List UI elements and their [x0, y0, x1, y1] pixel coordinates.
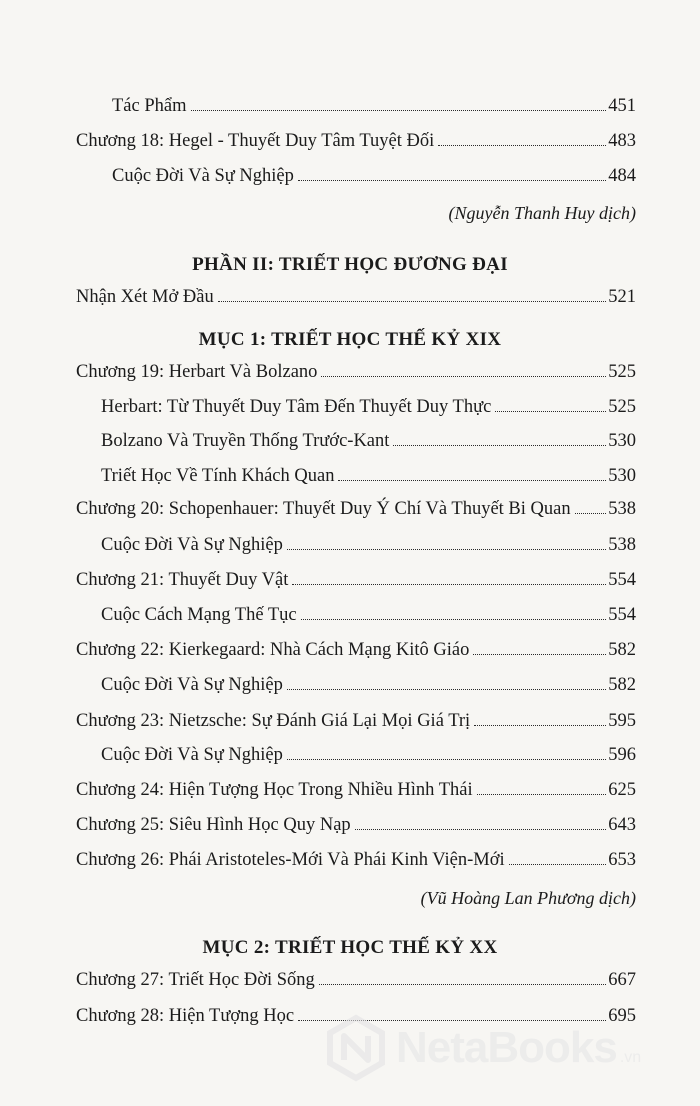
- translator-credit: (Nguyễn Thanh Huy dịch): [448, 203, 636, 223]
- toc-chapter: Chương 27: Triết Học Đời Sống 667: [76, 970, 636, 990]
- watermark-brand: NetaBooks: [396, 1023, 617, 1072]
- toc-entry: Cuộc Đời Và Sự Nghiệp 582: [101, 675, 636, 695]
- toc-chapter: Chương 24: Hiện Tượng Học Trong Nhiều Hình Thái 625: [76, 780, 636, 800]
- toc-chapter: Chương 20: Schopenhauer: Thuyết Duy Ý Chí Và Thuyết Bi Quan 538: [76, 499, 636, 519]
- netabooks-logo-icon: [322, 1014, 390, 1082]
- toc-chapter: Chương 22: Kierkegaard: Nhà Cách Mạng Kitô Giáo 582: [76, 640, 636, 660]
- toc-entry: Cuộc Cách Mạng Thế Tục 554: [101, 605, 636, 625]
- toc-chapter: Chương 18: Hegel - Thuyết Duy Tâm Tuyệt Đối 483: [76, 131, 636, 151]
- toc-entry: Nhận Xét Mở Đầu 521: [76, 287, 636, 307]
- watermark-suffix: .vn: [619, 1049, 642, 1066]
- section-heading: MỤC 1: TRIẾT HỌC THẾ KỶ XIX: [198, 329, 502, 350]
- toc-entry: Bolzano Và Truyền Thống Trước-Kant 530: [101, 431, 636, 451]
- toc-entry: Herbart: Từ Thuyết Duy Tâm Đến Thuyết Duy Thực 525: [101, 397, 636, 417]
- toc-entry: Triết Học Về Tính Khách Quan 530: [101, 466, 636, 486]
- part-heading: PHẦN II: TRIẾT HỌC ĐƯƠNG ĐẠI: [192, 254, 508, 275]
- toc-chapter: Chương 21: Thuyết Duy Vật 554: [76, 570, 636, 590]
- netabooks-watermark: [322, 1010, 692, 1086]
- section-heading: MỤC 2: TRIẾT HỌC THẾ KỶ XX: [202, 937, 498, 958]
- toc-chapter: Chương 19: Herbart Và Bolzano 525: [76, 362, 636, 382]
- toc-chapter: Chương 28: Hiện Tượng Học 695: [76, 1006, 636, 1026]
- translator-credit: (Vũ Hoàng Lan Phương dịch): [420, 888, 636, 908]
- toc-entry: Tác Phẩm 451: [112, 96, 636, 116]
- toc-chapter: Chương 25: Siêu Hình Học Quy Nạp 643: [76, 815, 636, 835]
- toc-chapter: Chương 26: Phái Aristoteles-Mới Và Phái Kinh Viện-Mới 653: [76, 850, 636, 870]
- toc-entry: Cuộc Đời Và Sự Nghiệp 596: [101, 745, 636, 765]
- toc-entry: Cuộc Đời Và Sự Nghiệp 484: [112, 166, 636, 186]
- toc-chapter: Chương 23: Nietzsche: Sự Đánh Giá Lại Mọi Giá Trị 595: [76, 711, 636, 731]
- toc-entry: Cuộc Đời Và Sự Nghiệp 538: [101, 535, 636, 555]
